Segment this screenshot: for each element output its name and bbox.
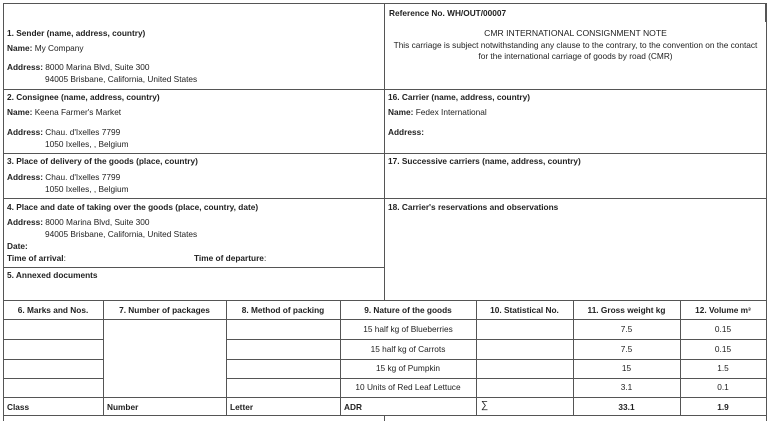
taking-over-title: 4. Place and date of taking over the goods (place, country, date) <box>7 202 259 212</box>
successive-carriers-title: 17. Successive carriers (name, address, country) <box>388 156 581 166</box>
delivery-title: 3. Place of delivery of the goods (place, country) <box>7 156 198 166</box>
adr-label: ADR <box>344 402 362 412</box>
carrier-title: 16. Carrier (name, address, country) <box>388 92 531 102</box>
row-line-1 <box>3 339 103 340</box>
col-header-nature: 9. Nature of the goods <box>364 305 452 315</box>
goods-volume-4: 0.1 <box>717 382 729 392</box>
consignee-title: 2. Consignee (name, address, country) <box>7 92 160 102</box>
total-volume: 1.9 <box>717 402 729 412</box>
delivery-address-line2: 1050 Ixelles, , Belgium <box>45 184 129 194</box>
letter-label: Letter <box>230 402 254 412</box>
cmr-line2: for the international carriage of goods by road (CMR) <box>478 51 673 61</box>
goods-volume-1: 0.15 <box>714 324 732 334</box>
consignee-address: Address: Chau. d'Ixelles 7799 <box>7 127 121 137</box>
time-of-arrival: Time of arrival: <box>7 253 66 263</box>
goods-nature-3: 15 kg of Pumpkin <box>375 363 441 373</box>
cmr-title: CMR INTERNATIONAL CONSIGNMENT NOTE <box>484 28 667 38</box>
time-of-departure: Time of departure: <box>194 253 267 263</box>
goods-volume-3: 1.5 <box>717 363 729 373</box>
cmr-line1: This carriage is subject notwithstanding any clause to the contrary, to the convention on the contact <box>393 40 758 50</box>
col-header-statistical: 10. Statistical No. <box>490 305 559 315</box>
reference-value: WH/OUT/00007 <box>447 8 507 18</box>
carrier-name: Name: Fedex International <box>388 107 487 117</box>
sum-icon: ∑ <box>481 400 489 411</box>
goods-nature-2: 15 half kg of Carrots <box>370 344 446 354</box>
taking-over-address-line2: 94005 Brisbane, California, United States <box>45 229 198 239</box>
total-weight: 33.1 <box>618 402 635 412</box>
taking-over-address: Address: 8000 Marina Blvd, Suite 300 <box>7 217 150 227</box>
reference-label: Reference No. <box>389 8 445 18</box>
goods-volume-2: 0.15 <box>714 344 732 354</box>
col-header-marks: 6. Marks and Nos. <box>17 305 89 315</box>
class-label: Class <box>7 402 30 412</box>
sender-address: Address: 8000 Marina Blvd, Suite 300 <box>7 62 150 72</box>
number-label: Number <box>107 402 139 412</box>
date-label: Date: <box>7 241 28 251</box>
goods-weight-1: 7.5 <box>620 324 633 334</box>
goods-weight-3: 15 <box>621 363 632 373</box>
col-header-volume: 12. Volume m³ <box>695 305 751 315</box>
delivery-address: Address: Chau. d'Ixelles 7799 <box>7 172 121 182</box>
reference-number <box>389 9 506 17</box>
col-header-weight: 11. Gross weight kg <box>587 305 666 315</box>
reservations-title: 18. Carrier's reservations and observations <box>388 202 559 212</box>
consignee-name: Name: Keena Farmer's Market <box>7 107 122 117</box>
consignee-address-line2: 1050 Ixelles, , Belgium <box>45 139 129 149</box>
col-header-packages: 7. Number of packages <box>119 305 210 315</box>
sender-name: Name: My Company <box>7 43 84 53</box>
goods-nature-1: 15 half kg of Blueberries <box>363 324 453 334</box>
goods-nature-4: 10 Units of Red Leaf Lettuce <box>355 382 461 392</box>
sender-address-line2: 94005 Brisbane, California, United States <box>45 74 198 84</box>
col-header-packing: 8. Method of packing <box>241 305 325 315</box>
sender-title: 1. Sender (name, address, country) <box>7 28 146 38</box>
annexed-documents-title: 5. Annexed documents <box>7 270 98 280</box>
carrier-address-label: Address: <box>388 127 424 137</box>
goods-weight-4: 3.1 <box>620 382 633 392</box>
goods-weight-2: 7.5 <box>620 344 633 354</box>
